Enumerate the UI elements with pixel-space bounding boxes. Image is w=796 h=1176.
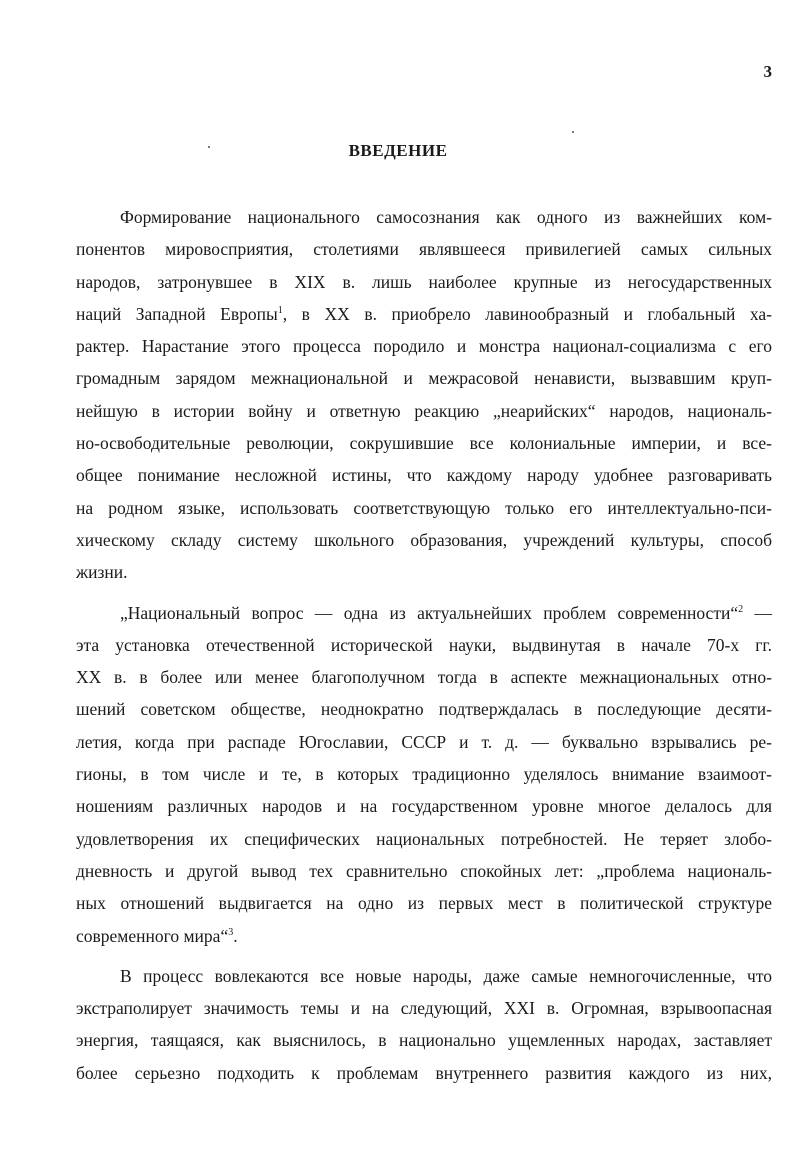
text-line: летия, когда при распаде Югославии, СССР и т. д. — буквально взрывались ре- [76,731,772,752]
text-line: ношениям различных народов и на государственном уровне многое делалось для [76,796,772,817]
text-line: эта установка отечественной исторической науки, выдвинутая в начале 70-х гг. [76,634,772,655]
paragraph-1 [76,201,772,589]
text-line: нейшую в истории войну и ответную реакцию „неарийских“ народов, националь- [76,400,772,421]
text-line: „Национальный вопрос — одна из актуальнейших проблем современности“$^2$ — [120,602,772,623]
footnote-ref: 1 [277,304,283,316]
footnote-ref: 2 [738,603,744,615]
text-line: хическому складу систему школьного образования, учреждений культуры, способ [76,529,772,550]
scan-speck [572,131,574,133]
paragraph-3 [76,960,772,1089]
text-line: рактер. Нарастание этого процесса породило и монстра национал-социализма с его [76,336,772,357]
text-line: наций Западной Европы$^1$, в XX в. приобрело лавинообразный и глобальный ха- [76,303,773,324]
body-text [76,201,772,1089]
text-line: шений советском обществе, неоднократно подтверждалась в последующие десяти- [76,699,772,720]
text-line: энергия, таящаяся, как выяснилось, в национально ущемленных народах, заставляет [76,1030,772,1051]
text-line: жизни. [76,562,128,583]
text-line: XX в. в более или менее благополучном тогда в аспекте межнациональных отно- [76,667,772,688]
text-line: Формирование национального самосознания как одного из важнейших ком- [120,207,772,227]
text-line: более серьезно подходить к проблемам внутреннего развития каждого из них, [76,1062,772,1083]
text-line: но-освободительные революции, сокрушившие все колониальные империи, и все- [76,433,772,454]
text-line: общее понимание несложной истины, что каждому народу удобнее разговаривать [76,465,772,486]
page-number: 3 [763,62,772,81]
text-line: ных отношений выдвигается на одно из первых мест в политической структуре [76,893,772,914]
text-line: громадным зарядом межнациональной и межрасовой ненависти, вызвавшим круп- [76,368,772,389]
text-line: экстраполирует значимость темы и на следующий, XXI в. Огромная, взрывоопасная [76,998,772,1019]
text-line: на родном языке, использовать соответствующую только его интеллектуально-пси- [76,497,772,518]
footnote-ref: 3 [228,926,234,938]
text-line: В процесс вовлекаются все новые народы, даже самые немногочисленные, что [120,965,772,986]
scan-speck [208,146,210,148]
text-line: дневность и другой вывод тех сравнительно спокойных лет: „проблема националь- [76,860,772,881]
text-line: народов, затронувшее в XIX в. лишь наиболее крупные из негосударственных [76,271,772,292]
paragraph-2 [76,597,772,952]
text-line: удовлетворения их специфических национальных потребностей. Не теряет злобо- [76,828,772,849]
text-line: современного мира“$^3$. [76,925,238,946]
section-title: ВВЕДЕНИЕ [348,141,448,160]
text-line: понентов мировосприятия, столетиями являвшееся привилегией самых сильных [76,239,772,260]
text-line: гионы, в том числе и те, в которых традиционно уделялось внимание взаимоот- [76,764,772,785]
